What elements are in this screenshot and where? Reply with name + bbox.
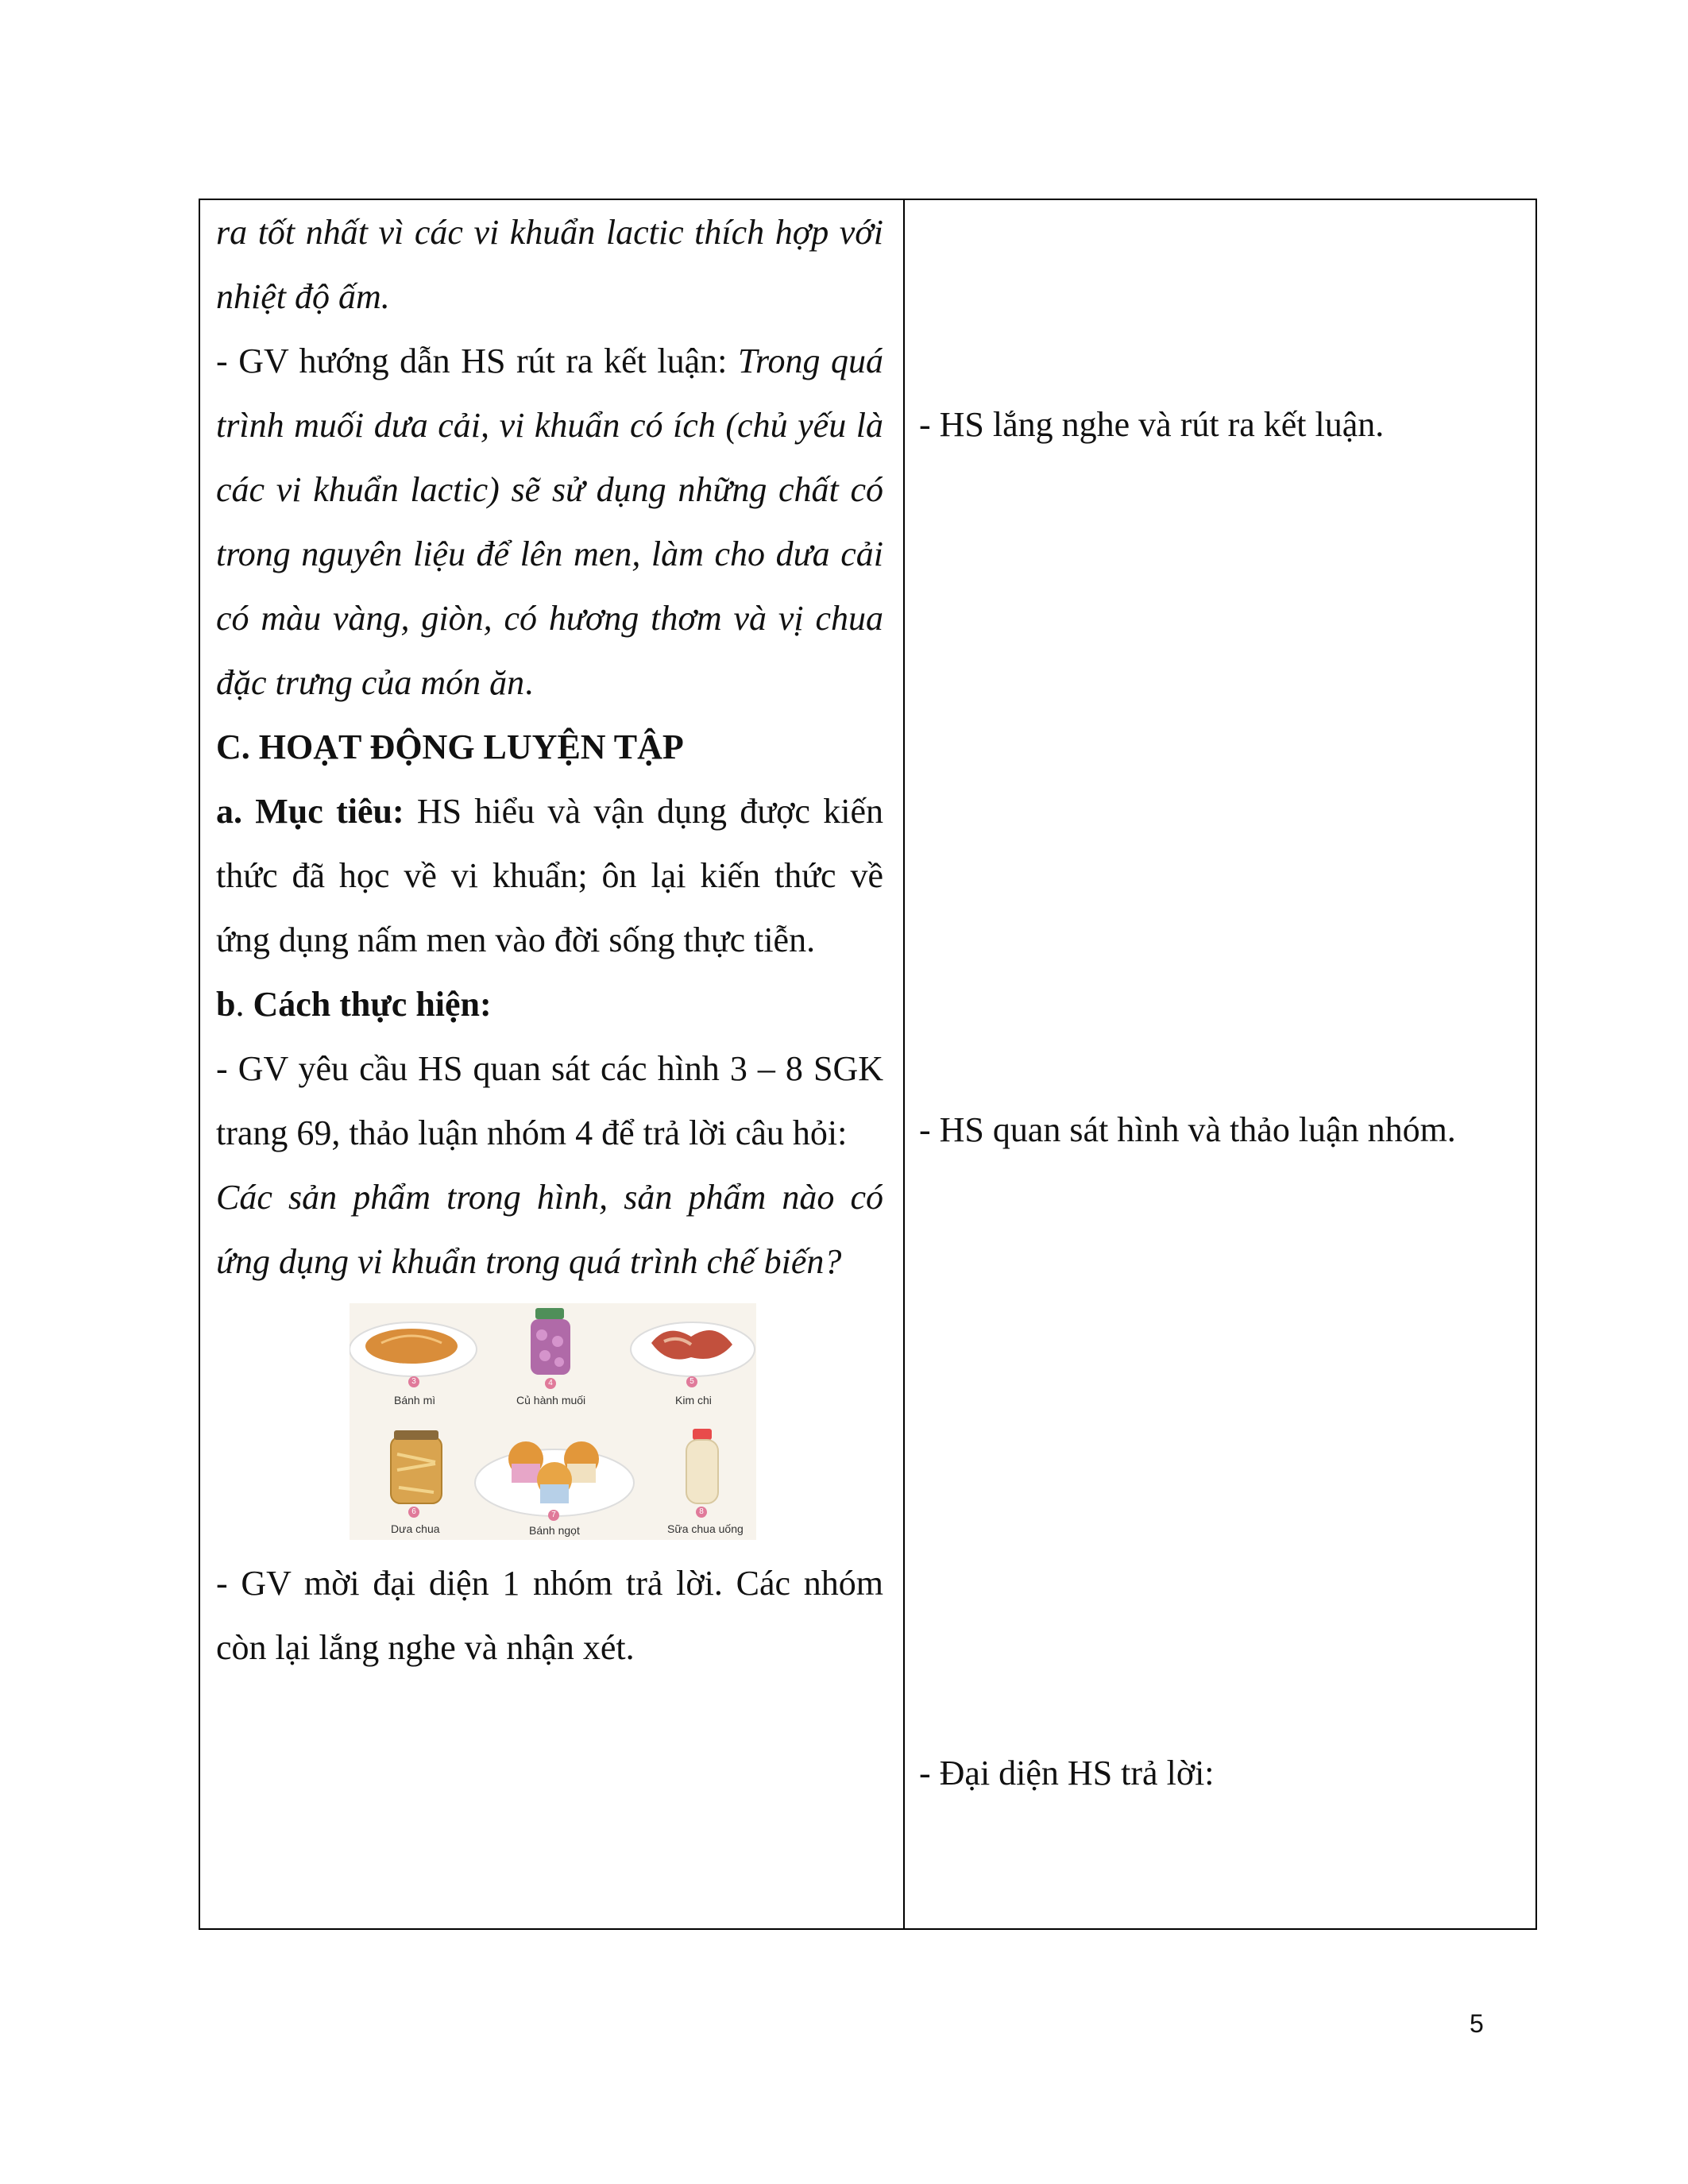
caption-banh-mi: Bánh mì xyxy=(394,1394,436,1406)
yogurt-bottle-icon xyxy=(686,1440,718,1503)
method-label: Cách thực hiện: xyxy=(253,985,492,1024)
figure-number-4: 4 xyxy=(545,1378,556,1389)
objective-text: HS hiểu và vận dụng được kiến thức đã học về vi khuẩn; ôn lại kiến thức về ứng dụng nấm men vào đời sống thực tiễn. xyxy=(216,792,883,959)
figure-number-7: 7 xyxy=(548,1510,559,1521)
onion-jar-icon xyxy=(531,1319,570,1375)
caption-kim-chi: Kim chi xyxy=(675,1394,712,1406)
objective-paragraph xyxy=(216,779,883,972)
student-response-2: - HS quan sát hình và thảo luận nhóm. xyxy=(919,1110,1456,1149)
conclusion-end: . xyxy=(524,663,534,702)
conclusion-paragraph xyxy=(216,329,883,715)
page-number: 5 xyxy=(1470,2009,1484,2038)
method-dot: . xyxy=(235,985,253,1024)
products-figure xyxy=(350,1303,756,1540)
conclusion-italic: Trong quá trình muối dưa cải, vi khuẩn có ích (chủ yếu là các vi khuẩn lactic) sẽ sử dụng những chất có trong nguyên liệu để lên men, làm cho dưa cải có màu vàng, giòn, có hương thơm và vị chua đặc trưng của món ăn xyxy=(216,341,883,702)
teacher-activity-column xyxy=(216,200,883,1680)
bottle-cap-icon xyxy=(693,1429,712,1440)
jar-lid-icon xyxy=(535,1308,564,1319)
column-divider xyxy=(903,200,905,1928)
products-illustration xyxy=(350,1303,756,1540)
italic-paragraph-warm-temperature: ra tốt nhất vì các vi khuẩn lactic thích hợp với nhiệt độ ấm. xyxy=(216,213,883,316)
caption-dua-chua: Dưa chua xyxy=(391,1522,440,1535)
question-paragraph: Các sản phẩm trong hình, sản phẩm nào có ứng dụng vi khuẩn trong quá trình chế biến? xyxy=(216,1178,883,1281)
method-heading xyxy=(216,972,883,1036)
caption-cu-hanh-muoi: Củ hành muối xyxy=(516,1394,586,1406)
objective-label: a. Mục tiêu: xyxy=(216,792,404,831)
figure-number-8: 8 xyxy=(696,1507,707,1518)
section-heading: C. HOẠT ĐỘNG LUYỆN TẬP xyxy=(216,727,684,766)
caption-sua-chua-uong: Sữa chua uống xyxy=(667,1522,744,1535)
student-response-3: - Đại diện HS trả lời: xyxy=(919,1754,1215,1792)
caption-banh-ngot: Bánh ngọt xyxy=(529,1524,580,1537)
figure-number-3: 3 xyxy=(408,1376,419,1387)
student-response-1: - HS lắng nghe và rút ra kết luận. xyxy=(919,405,1385,444)
figure-number-5: 5 xyxy=(686,1376,697,1387)
task-paragraph: - GV yêu cầu HS quan sát các hình 3 – 8 SGK trang 69, thảo luận nhóm 4 để trả lời câu hỏi: xyxy=(216,1049,883,1152)
conclusion-lead: - GV hướng dẫn HS rút ra kết luận: xyxy=(216,341,738,380)
method-letter: b xyxy=(216,985,236,1024)
figure-number-6: 6 xyxy=(408,1507,419,1518)
invite-paragraph: - GV mời đại diện 1 nhóm trả lời. Các nhóm còn lại lắng nghe và nhận xét. xyxy=(216,1564,883,1667)
bread-icon xyxy=(365,1329,458,1364)
lesson-table xyxy=(199,199,1537,1930)
